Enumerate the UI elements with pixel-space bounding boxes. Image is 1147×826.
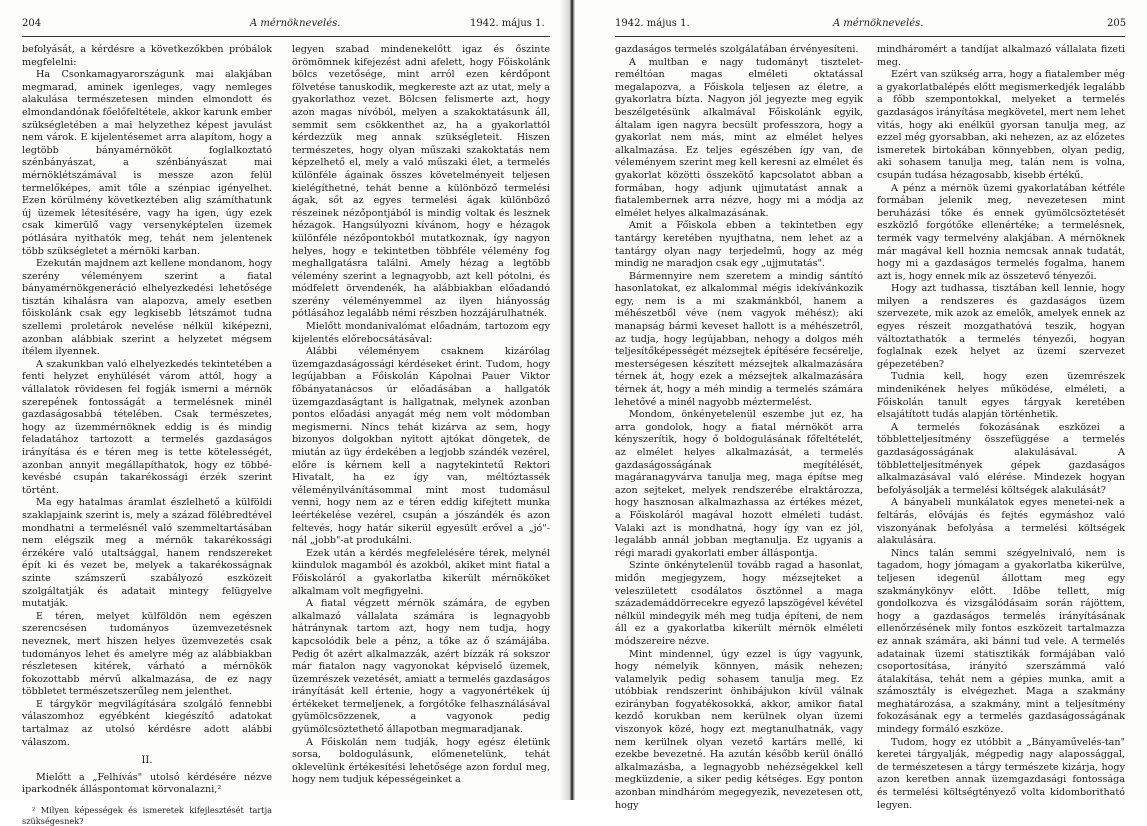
paragraph: Mielőtt mondanivalómat előadnám, tartozom egy kijelentés előrebocsátásával: xyxy=(292,321,550,345)
text-column-1 xyxy=(22,44,272,826)
paragraph: Nincs talán semmi szégyelnivaló, nem is tagadom, hogy jómagam a gyakorlatba kikerülve, teljesen idegenül állottam meg egy szakmánykönyv előtt. Idõbe tellett, míg gondolkozva és vizsgálódásaim során rájöttem, hogy a gazdaságos termelés irányításának ellenőrzésének mily fontos eszközeit tartalmazza ez annak számára, aki bánni tud vele. A termelés adatainak üzemi statisztikák formájában való csoportosítása, irányító szerszámmá való átalakítása, tehát nem a gépies munka, amit a számosztály is elvégezhet. Maga a szakmány meghatározása, a szakmány, mint a teljesítmény fokozásának egy a termelés gazdaságosságának mindegy formáló eszköze. xyxy=(877,547,1125,736)
paragraph: Ma egy hatalmas áramlat észlelhető a külföldi szaklapjaink szerint is, mely a század fölébredtével mondhatni a termelésnél való szemmeltartásában nem elégszik meg a mérnök takarékossági érzékére való utaltsággal, hanem rendszereket épít ki és vezet be, melyek a takarékosságnak szinte számszerű szabályozó eszközeit szolgáltatják és adatait mintegy felügyelve mutatják. xyxy=(22,497,272,610)
paragraph: Mint mindennel, úgy ezzel is úgy vagyunk, hogy némelyik könnyen, másik nehezen; valamelyik pedig sohasem tanulja meg. Ez utóbbiak rendszerint önhibájukon kívül válnak ezirányban fogyatékosokká, akkor, amikor fiatal kezdő korukban nem kerülnek olyan üzemi viszonyok közé, hogy ezt megtanulhatnák, vagy nem kerülnek olyan vezető kartárs mellé, ki ezekbe bevezetné. Ha azután később kerül önálló alkalmazásba, a legnagyobb nehézségekkel kell megküzdenie, a siker pedig kétséges. Egy ponton azonban mindháróm megegyezik, nevezetesen ott, hogy xyxy=(615,648,863,811)
header-date: 1942. május 1. xyxy=(615,18,690,29)
page-number: 204 xyxy=(22,18,42,29)
paragraph: legyen szabad mindenekelőtt igaz és őszinte örömömnek kifejezést adni afelett, hogy Főiskolánk bölcs vezetősége, mint arról ezen kérdőpont fölvetése tanuskodik, megkereste azt az utat, mely a gyakorlathoz vezet. Bölcsen felismerte azt, hogy azon magas nívóból, melyen a szakoktatásunk áll, semmit sem csökkenthet az, ha a gyakorlattól kérdezzük meg annak szükségleteit. Hiszen természetes, hogy olyan műszaki szakoktatás nem képzelhető el, mely a való műszaki élet, a termelés különféle ágainak összes követelményeit teljesen kielégíthetné, tehát benne a különböző termelési ágak, sőt az egyes termelési ágak különböző részeinek nézőpontjából is mindig voltak és lesznek hézagok. Hangsúlyozni kívánom, hogy e hézagok különféle nézőpontokból mutatkoznak, így nagyon helyes, hogy e tekintetben többféle vélemény fog meghallgatásra találni. Amely hézag a legtöbb vélemény szerint a legnagyobb, azt kell pótolni, és módfelett örvendenék, ha alábbiakban előadandó szerény véleményemmel az ilyen hiányosság pótlásához legalább némi részben hozzájárulhatnék. xyxy=(292,44,550,320)
text-column-2 xyxy=(292,44,550,792)
header-title: A mérnöknevelés. xyxy=(250,18,341,29)
right-page xyxy=(575,0,1147,811)
running-header xyxy=(575,18,1147,34)
paragraph: Bármennyire nem szeretem a mindig sántító hasonlatokat, ez alkalommal mégis idekívánkozik egy, nem is a mi szakmánkból, hanem a méhészetből véve (nem vagyok méhész); aki manapság bármi keveset hallott is a méhészetről, az tudja, hogy legújabban, nehogy a dolgos méh teljesítőképességét mézsejtek építésére fecsérelje, mesterségesen készített mézsejtek alkalmazására térnek át, hogy ezek a mézsejtek alkalmazására térnek át, hogy a méh mindig a termelés számára lehetővé a minél nagyobb méztermelést. xyxy=(615,270,863,408)
header-rule xyxy=(615,36,1125,37)
text-column-1 xyxy=(615,44,863,811)
paragraph: A pénz a mérnök üzemi gyakorlatában kétféle formában jelenik meg, nevezetesen mint beruházási tőke és ennek gyümölcsöztetését eszközlő forgótőke ellenértéke; a termelésnek, termék vagy termelvény alakjában. A mérnöknek már magával kell hoznia nemcsak annak tudatát, hogy mi a gazdaságos termelés fogalma, hanem azt is, hogy ennek mik az összetevő tényezői. xyxy=(877,182,1125,282)
paragraph: mindháromért a tandíjat alkalmazó vállalata fizeti meg. xyxy=(877,44,1125,68)
paragraph: gazdaságos termelés szolgálatában érvényesíteni. xyxy=(615,44,859,55)
paragraph: A fiatal végzett mérnök számára, de egyben alkalmazó vállalata számára is legnagyobb hátránynak tartom azt, hogy nem tudja, hogy kapcsolódik bele a pénz, a tőke az ő számájába. Pedig őt azért alkalmazzák, azért bízzák rá sokszor már fiatalon nagy vagyonokat képviselő üzemek, üzemrészek vezetését, amiatt a termelés gazdaságos irányítását kell értenie, hogy a vagyonértékek új értékeket termeljenek, a forgótőke felhasználásával gyümölcsözzenek, a vagyonok pedig gyümölcsöztethető állapotban megmaradjanak. xyxy=(292,598,550,736)
left-page xyxy=(0,0,568,826)
paragraph: E téren, melyet külföldön nem egészen szerencsésen tudományos üzemvezetésnek neveznek, mert hiszen helyes üzemvezetés csak tudományos lehet és amelyre még az alábbiakban részletesen kitérek, várható a mérnökök fokozottabb mérvű alkalmazása, de ez nagy többletet természetszerűleg nem jelenthet. xyxy=(22,610,272,698)
paragraph: befolyását, a kérdésre a következőkben próbálok megfelelni: xyxy=(22,44,272,68)
paragraph: A multban e nagy tudományt tisztelet-reméltóan magas elméleti oktatással megalapozva, a Főiskola teljesen az életre, a gyakorlatra bízta. Nagyon jól jegyezte meg egyik beszélgetésünk alkalmával Főiskolánk egyik, általam igen nagyra becsült professzora, hogy a gyakorlat nem más, mint az elmélet helyes alkalmazása. Ez teljes egészében így van, de véleményem szerint meg kell keresni az elmélet és gyakorlat közötti összekötő kapcsolatot abban a formában, hogy adjunk ujjmutatást annak a fiatalembernek arra nézve, hogy mi a módja az elmélet helyes alkalmazásának. xyxy=(615,56,863,219)
paragraph: Szinte önkénytelenül tovább ragad a hasonlat, midőn megjegyzem, hogy mézsejteket a veleszületett csodálatos ösztönnel a maga százademáddörrecekre egyező lapszögével kévétel nélkül mindegyik méh meg tudja építeni, de nem áll ez a gyakorlatba kikerült mérnök elméleti módszereire nézve. xyxy=(615,560,863,647)
paragraph: Alábbi véleményem csaknem kizárólag üzemgazdaságossági kérdéseket érint. Tudom, hogy legújabban a Főiskolán Kápolnai Pauer Viktor főbányatanácsos úr előadásában a hallgatók üzemgazdaságtant is hallgatnak, melynek azonban pontos előadási anyagát még nem volt módomban megismerni. Nincs tehát kizárva az sem, hogy bizonyos dolgokban nyitott ajtókat döngetek, de miután az ügy érdekében a legjobb szándék vezérel, előre is kérnem kell a nagytekintetű Rektori Hivatalt, ha ez így van, méltóztassék véleményilvánításommal mint most tudomásul venni, hogy nem az e téren eddig kifejtett munka leértékelése vezérel, csupán a jószándék és azon feltevés, hogy határ sikerül egyesült erővel a „jó"-nál „jobb"-at produkálni. xyxy=(292,346,550,547)
paragraph: A szakunkban való elhelyezkedés tekintetében a fenti helyzet enyhülését várom attól, hogy a vállalatok rövidesen fel fogják ismerni a mérnök szerepének fontosságát a termelésnek minél gazdaságosabbá tételében. Csak természetes, hogy az üzemmérnöknek eddig is és mindig feladatához tartozott a termelés gazdaságos irányítása és e téren meg is tette kötelességét, azonban annyit megállapíthatok, hogy ez többé-kevésbé csupán takarékossági érzék szerint történt. xyxy=(22,358,272,496)
paragraph: Ezekután majdnem azt kellene mondanom, hogy szerény véleményem szerint a fiatal bányamérnökgeneráció elhelyezkedési lehetősége tisztán kihalásra van alapozva, amely esetben főiskolánk csak egy legkisebb létszámot tudna szellemi proletárok nevelése nélkül kiképezni, azonban alábbiak szerint a helyzetet mégsem ítélem ilyennek. xyxy=(22,258,272,358)
section-heading: II. xyxy=(141,755,153,767)
header-date: 1942. május 1. xyxy=(470,18,545,29)
paragraph: Tudnia kell, hogy ezen üzemrészek mindenikének helyes működése, elméleti, a Főiskolán tanult egyes tárgyak keretében elsajátított tudás alapján történhetik. xyxy=(877,371,1125,421)
paragraph: Tudom, hogy ez utóbbit a „Bányaművelés-tan" keretei tárgyalják, mégpedig nagy alapossággal, de természetesen a tárgy természete kizárja, hogy azon keretben annak üzemgazdasági fontossága és termelési költségtényező volta kidomboritható legyen. xyxy=(877,736,1125,811)
paragraph: Mondom, önkényetelenül eszembe jut ez, ha arra gondolok, hogy a fiatal mérnököt arra kényszerítik, hogy ő boldogulásának főfeltételét, az elmélet helyes alkalmazását, a termelés gazdaságosságának megítélését, magáranagyvárva tanulja meg, maga építse meg azon sejteket, melyek rendszerébe elraktározza, hogy hasznosan alkalmazhassa az értékes mézet, a Főiskoláról magával hozott elméleti tudást. Valaki azt is mondhatná, hogy így van ez jól, legalább annál jobban megtanulja. Ez ugyanis a régi maradi gyakorlati ember álláspontja. xyxy=(615,409,863,559)
paragraph: A bányabeli munkálatok egyes menetei-nek a feltárás, elővájás és fejtés egymáshoz való viszonyának befolyása a termelési költségek alakulására. xyxy=(877,497,1125,547)
running-header xyxy=(0,18,568,34)
paragraph: A termelés fokozásának eszközei a többletteljesítmény összefüggése a termelés gazdaságosságának alakulásával. A többletteljesítmények gépek gazdaságos alkalmazásával való elérése. Mindezek hogyan befolyásolják a termelési költségek alakulását? xyxy=(877,421,1125,496)
paragraph: Ezek után a kérdés megfelelésére térek, melynél kiindulok magamból és azokból, akiket mint fiatal a Főiskoláról a gyakorlatba kikerült mérnököket alkalmam volt megfigyelni. xyxy=(292,547,550,597)
header-title: A mérnöknevelés. xyxy=(833,18,924,29)
paragraph: Ezért van szükség arra, hogy a fiatalember még a gyakorlatbalépés előtt megismerkedjék legalább a főbb szempontokkal, melyeket a termelés gazdaságos irányítása megkövetel, mert nem lehet vitás, hogy aki enélkül gyorsan tanulja meg, az ezzel még gyorsabban, aki nehezen, az az előzetes ismeretek birtokában könnyebben, olyan pedig, aki sohasem tanulja meg, talán nem is volna, csupán tudása hézagosabb, kisebb értékű. xyxy=(877,69,1125,181)
paragraph: E tárgykör megvilágítására szolgáló fennebbi válaszomhoz egyébként kiegészítő adatokat tartalmaz az utolsó kérdésre adott alábbi válaszom. xyxy=(22,698,272,748)
paragraph: Ha Csonkamagyarországunk mai alakjában megmarad, aminek igenleges, vagy nemleges alakulása természetesen minden elmondott és elmondandónak főelőfeltétele, akkor karunk ember szükségletében a mai helyzethez képest javulást nem várok. E kijelentésemet arra alapítom, hogy a legtöbb bányamérnököt foglalkoztató szénbányászat, a szénbányászat mai mérnöklétszámával is messze azon felül termelőképes, amit tőle a szénpiac igényelhet. Ezen körülmény következtében alig számíthatunk új üzemek létesítésére, vagy ha igen, úgy ezek csak kimerülő vagy versenyképtelen üzemek pótlására nyithatók meg, tehát nem jelentenek több szükségletet a mérnöki karban. xyxy=(22,69,272,257)
paragraph: A Főiskolán nem tudják, hogy egész életünk sorsa, boldogulásunk, előmenetelünk, tehát oklevelünk értékesítési lehetősége azon fordul meg, hogy nem tudjuk képességeinket a xyxy=(292,736,550,786)
header-rule xyxy=(22,36,550,37)
paragraph: Amit a Főiskola ebben a tekintetben egy tantárgy keretében nyujthatna, nem lehet az a tantárgy olyan nagy terjedelmű, hogy az még mindig ne maradjon csak egy „ujjmutatás". xyxy=(615,220,863,270)
paragraph: Mielőtt a „Felhívás" utolsó kérdésére nézve iparkodnék álláspontomat körvonalazni,² xyxy=(22,771,272,796)
paragraph: Hogy azt tudhassa, tisztában kell lennie, hogy milyen a rendszeres és gazdaságos üzem szervezete, mik azok az emelők, amelyek ennek az egyes részeit mozgathatóvá teszik, hogyan változtathatók a termelés tényezői, hogyan foglalnak ezek helyet az üzemi szervezet gépezetében? xyxy=(877,283,1125,370)
page-number: 205 xyxy=(1107,18,1127,29)
text-column-2 xyxy=(877,44,1125,811)
footnote: ² Milyen képességek és ismeretek kifejlesztését tartja szükségesnek? xyxy=(22,805,272,826)
